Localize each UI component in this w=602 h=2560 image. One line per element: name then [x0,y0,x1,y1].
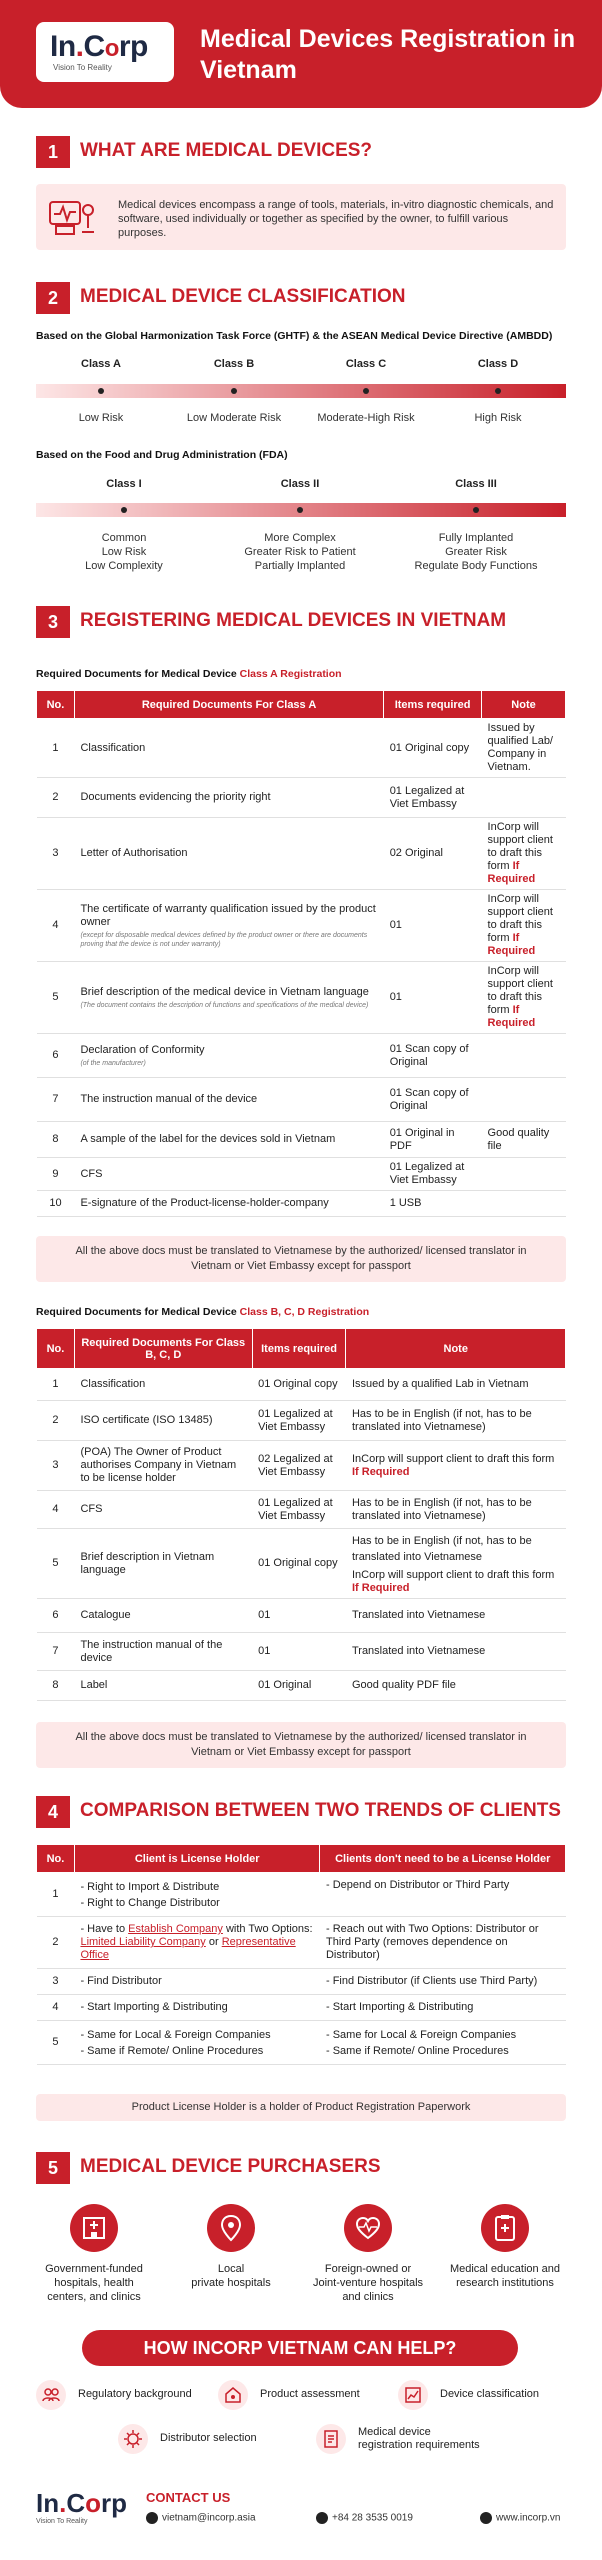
table-row [37,1441,566,1491]
note-highlight: If Required [351,1465,410,1478]
license-holder-note: Product License Holder is a holder of Product Registration Paperwork [36,2094,566,2121]
license-holder-cell: - Find Distributor [74,1969,320,1995]
cell-text: with Two Options: [222,1923,313,1935]
document-cell [74,778,383,818]
table-row [37,1122,566,1158]
document-cell: CFS [74,1491,252,1529]
document-icon [316,2424,346,2454]
fda-desc-line: Low Risk [101,546,147,558]
table-row [37,1369,566,1401]
row-number: 7 [37,1633,75,1671]
cell-line: - Right to Change Distributor [80,1896,220,1909]
section-title: MEDICAL DEVICE CLASSIFICATION [80,286,406,307]
table-row [37,1529,566,1599]
table-row [37,1917,566,1969]
note-text: Translated into Vietnamese [351,1645,486,1657]
note-text: Has to be in English (if not, has to be translated into Vietnamese [351,1534,532,1563]
document-subnote: (of the manufacturer) [80,1059,146,1067]
section-number: 4 [36,1796,70,1828]
chart-icon [398,2380,428,2410]
document-name: Declaration of Conformity [80,1043,205,1056]
items-cell: 01 Scan copy of Original [384,1078,482,1122]
label-line: hospitals, health [54,2277,134,2289]
table-row [37,818,566,890]
items-cell: 02 Original [384,818,482,890]
label-line: Local [217,2263,245,2275]
purchaser-private [163,2204,299,2290]
section-number: 2 [36,282,70,314]
license-holder-cell: - Start Importing & Distributing [74,1995,320,2021]
items-cell: 01 Original copy [384,719,482,778]
people-icon [36,2380,66,2410]
purchaser-foreign [300,2204,436,2304]
table-row [37,1034,566,1078]
web-text: www.incorp.vn [496,2512,561,2524]
page-header [0,0,602,108]
document-cell: ISO certificate (ISO 13485) [74,1401,252,1441]
table-row [37,1995,566,2021]
row-number: 3 [37,818,75,890]
non-holder-cell: - Find Distributor (if Clients use Third Party) [320,1969,566,1995]
footer-logo-tagline: Vision To Reality [36,2518,88,2525]
row-number: 4 [37,1995,75,2021]
representative-office-link[interactable]: Representative Office [80,1936,296,1961]
ghtf-class-label: Class D [477,358,519,370]
fda-heading: Based on the Food and Drug Administration (FDA) [36,449,288,461]
comparison-table [36,1844,566,2065]
logo-wordmark: In.Corp [50,30,148,63]
row-number: 2 [37,778,75,818]
note-text: InCorp will support client to draft this form [351,1452,555,1465]
row-number: 3 [37,1441,75,1491]
row-number: 6 [37,1599,75,1633]
column-header: No. [37,1329,75,1369]
note-cell [482,1191,566,1217]
section-title: WHAT ARE MEDICAL DEVICES? [80,140,373,161]
note-text: InCorp will support client to draft this form [351,1568,555,1581]
logo-tagline: Vision To Reality [53,63,112,72]
note-text: Good quality file [487,1126,550,1152]
column-header: Clients don't need to be a License Holder [320,1845,566,1873]
note-cell [346,1529,566,1599]
note-text: Issued by qualified Lab/ Company in Vietnam. [487,722,553,773]
note-text: InCorp will support client to draft this form [487,821,553,872]
cell-line: - Same for Local & Foreign Companies [325,2028,517,2041]
table-body [37,719,566,1217]
help-label [358,2426,480,2452]
row-number: 3 [37,1969,75,1995]
note-highlight: If Required [487,860,536,885]
class-bcd-documents-table [36,1328,566,1701]
phone-text: +84 28 3535 0019 [332,2512,413,2524]
column-header: Required Documents For Class A [74,691,383,719]
note-cell [482,1078,566,1122]
contact-title: CONTACT US [146,2490,231,2505]
row-number: 7 [37,1078,75,1122]
document-subnote: (except for disposable medical devices defined by the product owner or there are documents proving that the device is not under warranty) [80,931,368,948]
label-line: Foreign-owned or [324,2263,412,2275]
row-number: 6 [37,1034,75,1078]
row-number: 5 [37,2021,75,2065]
heading-prefix: Required Documents for Medical Device [36,668,240,680]
label-line: Medical education and [449,2263,561,2275]
license-holder-cell [74,1873,320,1917]
document-name: The certificate of warranty qualification issued by the product owner [80,902,376,928]
non-holder-cell: - Reach out with Two Options: Distributor or Third Party (removes dependence on Distributor) [320,1917,566,1969]
document-cell [74,1034,383,1078]
row-number: 10 [37,1191,75,1217]
ghtf-heading: Based on the Global Harmonization Task Force (GHTF) & the ASEAN Medical Device Directive (AMBDD) [36,330,553,342]
row-number: 5 [37,962,75,1034]
note-cell [482,962,566,1034]
email-text: vietnam@incorp.asia [162,2512,256,2524]
document-name: Brief description of the medical device in Vietnam language [80,985,369,998]
contact-web[interactable] [480,2512,560,2524]
definition-box [36,184,566,250]
column-header: Required Documents For Class B, C, D [74,1329,252,1369]
column-header: Client is License Holder [74,1845,320,1873]
note-cell [482,890,566,962]
note-cell [482,1122,566,1158]
document-cell [74,719,383,778]
document-subnote: (The document contains the description of functions and specifications of the medical device) [80,1001,369,1009]
items-cell: 01 Legalized at Viet Embassy [384,778,482,818]
purchaser-label [300,2262,436,2304]
purchaser-label [163,2262,299,2290]
note-cell [482,778,566,818]
contact-email[interactable] [146,2512,256,2524]
non-holder-cell: - Start Importing & Distributing [320,1995,566,2021]
fda-class-label: Class III [455,478,497,490]
page-title: Medical Devices Registration in Vietnam [200,25,576,84]
table-row [37,1491,566,1529]
section-number: 1 [36,136,70,168]
items-cell: 01 [252,1633,346,1671]
medical-device-icon [48,196,96,238]
items-cell: 01 Scan copy of Original [384,1034,482,1078]
document-cell [74,1158,383,1191]
row-number: 1 [37,1873,75,1917]
note-cell [346,1633,566,1671]
fda-desc-line: Greater Risk to Patient [244,546,356,558]
fda-desc-line: Low Complexity [85,560,163,572]
phone-icon [316,2512,328,2524]
document-cell [74,890,383,962]
cell-line: - Right to Import & Distribute [80,1880,220,1893]
help-banner: HOW INCORP VIETNAM CAN HELP? [82,2330,518,2366]
fda-desc-line: Partially Implanted [254,560,346,572]
cell-text: or [205,1936,222,1948]
fda-class-label: Class I [106,478,142,490]
limited-liability-company-link[interactable]: Limited Liability Company [80,1936,206,1948]
document-cell [74,818,383,890]
note-cell [346,1369,566,1401]
document-name: Classification [80,741,146,754]
items-cell: 1 USB [384,1191,482,1217]
row-number: 8 [37,1122,75,1158]
row-number: 5 [37,1529,75,1599]
cell-line: - Same for Local & Foreign Companies [80,2028,271,2041]
column-header: Note [346,1329,566,1369]
document-name: CFS [80,1167,103,1180]
incorp-logo[interactable] [36,22,174,82]
table-row [37,719,566,778]
section-title: MEDICAL DEVICE PURCHASERS [80,2156,381,2177]
row-number: 4 [37,1491,75,1529]
ghtf-class-label: Class B [213,358,255,370]
items-cell: 01 Original copy [252,1529,346,1599]
label-line: Government-funded [45,2263,143,2275]
help-label: Device classification [440,2388,540,2400]
column-header: No. [37,691,75,719]
column-header: Items required [384,691,482,719]
heading-prefix: Required Documents for Medical Device [36,1306,240,1318]
fda-desc-line: Common [101,532,147,544]
label-line: research institutions [456,2277,554,2289]
row-number: 1 [37,719,75,778]
ghtf-class-desc: Low Moderate Risk [186,412,282,424]
table-row [37,1873,566,1917]
class-a-heading [36,668,342,680]
cell-text: - Have to [80,1923,129,1935]
scale-marker [495,388,501,394]
document-name: E-signature of the Product-license-holder-company [80,1197,329,1209]
note-cell [346,1441,566,1491]
fda-class-desc [49,531,199,573]
scale-marker [98,388,104,394]
class-bcd-translation-note: All the above docs must be translated to Vietnamese by the authorized/ licensed translator in Vietnam or Viet Embassy except for passport [36,1722,566,1768]
product-icon [218,2380,248,2410]
section-title: COMPARISON BETWEEN TWO TRENDS OF CLIENTS [80,1800,561,1821]
license-holder-cell [74,2021,320,2065]
ghtf-class-label: Class A [81,358,121,370]
fda-class-label: Class II [280,478,320,490]
note-highlight: If Required [487,932,536,957]
document-cell: The instruction manual of the device [74,1633,252,1671]
table-row [37,1191,566,1217]
ghtf-class-desc: Moderate-High Risk [317,412,415,424]
document-cell [74,1122,383,1158]
purchaser-label [437,2262,573,2290]
note-text: Has to be in English (if not, has to be translated into Vietnamese) [351,1407,532,1433]
non-holder-cell [320,2021,566,2065]
document-cell [74,1078,383,1122]
scale-marker [473,507,479,513]
purchaser-label [26,2262,162,2304]
document-name: Documents evidencing the priority right [80,791,271,803]
label-line: and clinics [342,2291,394,2303]
help-label-line: registration requirements [358,2439,480,2451]
section-number: 3 [36,606,70,638]
document-cell: Classification [74,1369,252,1401]
scale-marker [121,507,127,513]
table-row [37,1633,566,1671]
document-cell [74,962,383,1034]
label-line: Joint-venture hospitals [312,2277,424,2289]
fda-class-desc [401,531,551,573]
non-holder-cell: - Depend on Distributor or Third Party [320,1873,566,1917]
scale-marker [363,388,369,394]
location-pin-icon [207,2204,255,2252]
row-number: 8 [37,1671,75,1701]
purchaser-education [437,2204,573,2290]
ghtf-class-desc: High Risk [474,412,522,424]
license-holder-cell [74,1917,320,1969]
note-cell [482,1158,566,1191]
table-row [37,1671,566,1701]
document-name: Letter of Authorisation [80,847,188,859]
document-cell: Brief description in Vietnam language [74,1529,252,1599]
document-cell [74,1191,383,1217]
fda-desc-line: More Complex [264,532,336,544]
table-row [37,890,566,962]
definition-text: Medical devices encompass a range of tools, materials, in-vitro diagnostic chemicals, and software, used individually or together as specified by the owner, to fulfill various purposes. [118,199,554,239]
note-highlight: If Required [487,1004,536,1029]
class-bcd-heading [36,1306,369,1318]
cell-line: - Same if Remote/ Online Procedures [80,2044,264,2057]
column-header: Note [482,691,566,719]
document-cell: (POA) The Owner of Product authorises Company in Vietnam to be license holder [74,1441,252,1491]
items-cell: 01 Original [252,1671,346,1701]
document-name: A sample of the label for the devices sold in Vietnam [80,1133,336,1145]
note-cell [346,1401,566,1441]
note-text: Issued by a qualified Lab in Vietnam [351,1378,529,1390]
scale-marker [297,507,303,513]
section-5-heading [36,2152,576,2184]
help-label: Distributor selection [160,2432,257,2444]
note-cell [346,1671,566,1701]
heading-highlight: Class A Registration [239,668,342,680]
contact-phone[interactable] [316,2512,413,2524]
label-line: centers, and clinics [47,2291,141,2303]
fda-desc-line: Greater Risk [445,546,507,558]
items-cell: 01 Legalized at Viet Embassy [384,1158,482,1191]
table-row [37,1078,566,1122]
table-row [37,1401,566,1441]
items-cell: 01 Original copy [252,1369,346,1401]
table-row [37,778,566,818]
class-a-translation-note: All the above docs must be translated to Vietnamese by the authorized/ licensed translator in Vietnam or Viet Embassy except for passport [36,1236,566,1282]
column-header: No. [37,1845,75,1873]
email-icon [146,2512,158,2524]
scale-marker [231,388,237,394]
globe-icon [480,2512,492,2524]
cell-line: - Same if Remote/ Online Procedures [325,2044,509,2057]
note-cell [482,719,566,778]
table-row [37,2021,566,2065]
row-number: 1 [37,1369,75,1401]
note-highlight: If Required [351,1581,410,1594]
footer-logo-wordmark: In.Corp [36,2488,128,2518]
fda-desc-line: Fully Implanted [438,532,514,544]
items-cell: 01 Legalized at Viet Embassy [252,1491,346,1529]
help-label-line: Medical device [358,2426,431,2438]
section-number: 5 [36,2152,70,2184]
ghtf-risk-bar [36,384,566,398]
class-a-documents-table [36,690,566,1217]
section-1-heading [36,136,576,168]
note-cell [482,818,566,890]
column-header: Items required [252,1329,346,1369]
fda-class-desc [225,531,375,573]
row-number: 2 [37,1401,75,1441]
note-text: InCorp will support client to draft this form [487,893,553,944]
clipboard-medical-icon [481,2204,529,2252]
note-cell [346,1491,566,1529]
help-label: Regulatory background [78,2388,192,2400]
ghtf-class-label: Class C [345,358,387,370]
items-cell: 01 Original in PDF [384,1122,482,1158]
heading-highlight: Class B, C, D Registration [239,1306,370,1318]
table-row [37,1599,566,1633]
note-cell [346,1599,566,1633]
items-cell: 01 Legalized at Viet Embassy [252,1401,346,1441]
table-row [37,1969,566,1995]
note-text: Translated into Vietnamese [351,1609,486,1621]
note-text: InCorp will support client to draft this form [487,965,553,1016]
items-cell: 02 Legalized at Viet Embassy [252,1441,346,1491]
gear-icon [118,2424,148,2454]
section-3-heading [36,606,576,638]
items-cell: 01 [384,890,482,962]
table-row [37,1158,566,1191]
help-label: Product assessment [260,2388,360,2400]
establish-company-link[interactable]: Establish Company [128,1923,223,1935]
purchaser-government [26,2204,162,2304]
items-cell: 01 [384,962,482,1034]
section-4-heading [36,1796,576,1828]
footer-logo[interactable] [36,2488,136,2532]
document-cell: Label [74,1671,252,1701]
row-number: 2 [37,1917,75,1969]
row-number: 4 [37,890,75,962]
table-body [37,1369,566,1701]
ghtf-class-desc: Low Risk [78,412,124,424]
note-text: Good quality PDF file [351,1679,456,1691]
note-cell [482,1034,566,1078]
table-row [37,962,566,1034]
note-text: Has to be in English (if not, has to be translated into Vietnamese) [351,1496,532,1522]
row-number: 9 [37,1158,75,1191]
section-title: REGISTERING MEDICAL DEVICES IN VIETNAM [80,610,507,631]
hospital-building-icon [70,2204,118,2252]
heartbeat-icon [344,2204,392,2252]
items-cell: 01 [252,1599,346,1633]
label-line: private hospitals [191,2277,271,2289]
fda-desc-line: Regulate Body Functions [414,560,538,572]
section-2-heading [36,282,576,314]
document-name: The instruction manual of the device [80,1093,258,1105]
document-cell: Catalogue [74,1599,252,1633]
